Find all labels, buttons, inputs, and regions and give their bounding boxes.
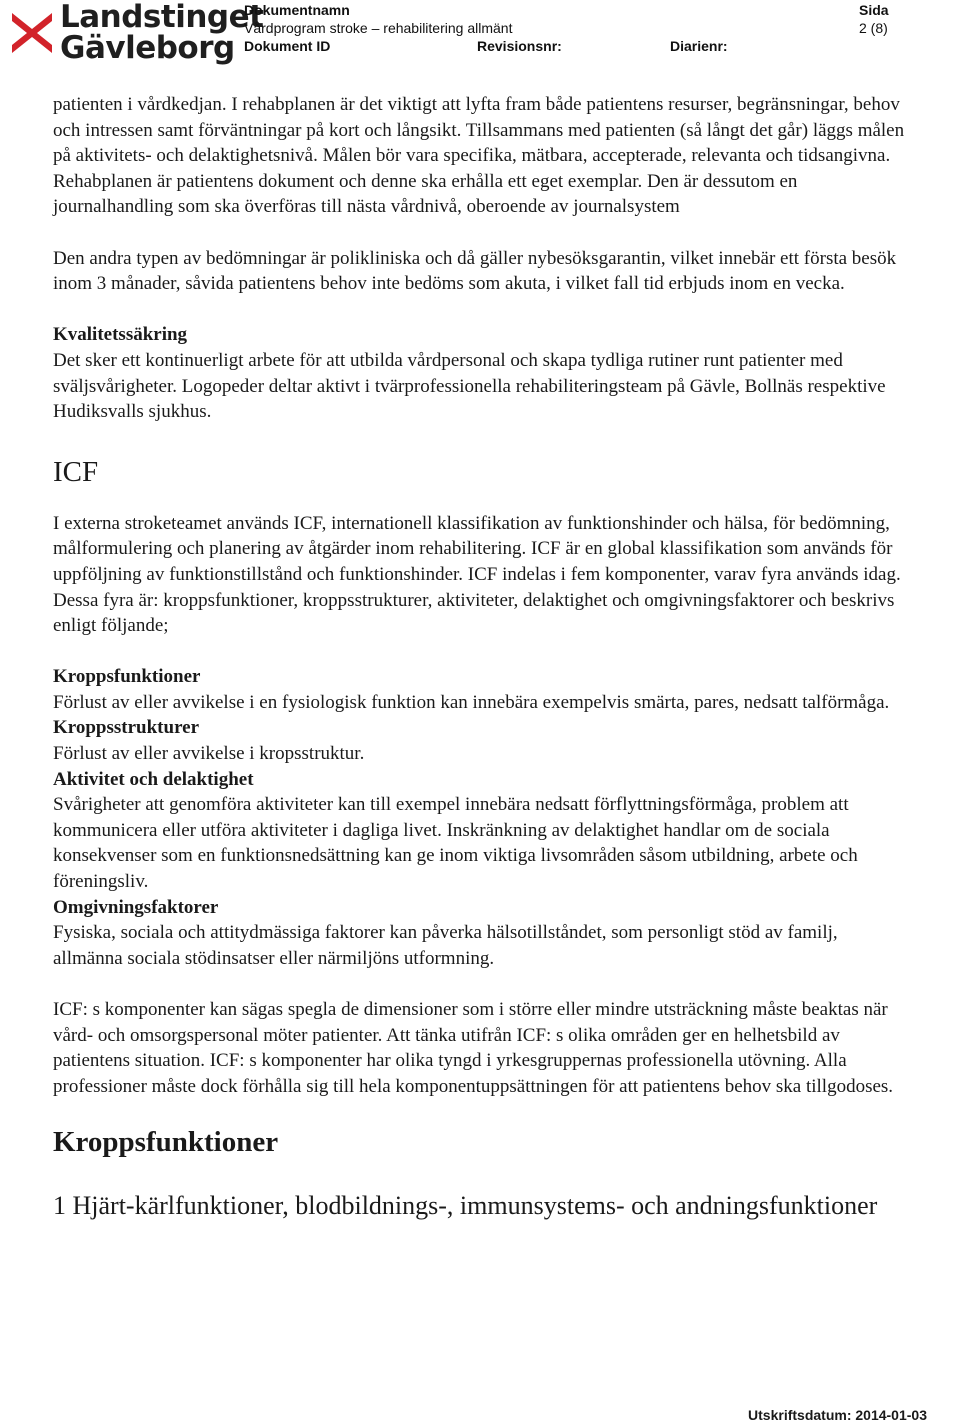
doc-name-label: Dokumentnamn <box>244 2 350 18</box>
paragraph-omgivningsfaktorer: Fysiska, sociala och attitydmässiga faktorer kan påverka hälsotillståndet, som personligt stöd av familj, allmänna sociala stödinsatser eller närmiljöns utformning. <box>53 922 838 969</box>
logo-symbol-icon <box>8 7 56 65</box>
paragraph-icf-komponenter: ICF: s komponenter kan sägas spegla de dimensioner som i större eller mindre utsträckning måste beaktas när vård- och omsorgspersonal möter patienter. Att tänka utifrån ICF: s olika områden ger en helhetsbild av patientens situation. ICF: s komponenter har olika tyngd i yrkesgruppernas professionella utövning. Alla professioner måste dock förhålla sig till hela komponentuppsättningen för att patientens behov ska tillgodoses. <box>53 999 894 1097</box>
print-date: Utskriftsdatum: 2014-01-03 <box>748 1407 927 1423</box>
paragraph-icf: I externa stroketeamet används ICF, internationell klassifikation av funktionshinder och hälsa, för bedömning, målformulering och planering av åtgärder inom rehabilitering. ICF är en global klassifikation som används för uppföljning av funktionstillstånd och funktionshinder. ICF indelas i fem komponenter, varav fyra används idag. Dessa fyra är: kroppsfunktioner, kroppsstrukturer, aktiviteter, delaktighet och omgivningsfaktorer och beskrivs enligt följande; <box>53 512 901 637</box>
heading-kvalitetssakring: Kvalitetssäkring <box>53 324 188 346</box>
revision-label: Revisionsnr: <box>477 38 562 54</box>
paragraph-bedomningar: Den andra typen av bedömningar är polikliniska och då gäller nybesöksgarantin, vilket innebär ett första besök inom 3 månader, såvida patientens behov inte bedöms som akuta, i vilket fall tid erbjuds inom en vecka. <box>53 247 897 295</box>
logo-text-line2: Gävleborg <box>60 30 235 66</box>
section-heading-kroppsfunktioner: Kroppsfunktioner <box>53 1126 279 1159</box>
page-number: 2 (8) <box>859 20 888 36</box>
heading-icf: ICF <box>53 455 99 488</box>
subsection-heading: 1 Hjärt-kärlfunktioner, blodbildnings-, immunsystems- och andningsfunktioner <box>53 1191 878 1221</box>
paragraph-kvalitetssakring: Det sker ett kontinuerligt arbete för att utbilda vårdpersonal och skapa tydliga rutiner runt patienter med sväljsvårigheter. Logopeder deltar aktivt i tvärprofessionella rehabiliteringsteam på Gävle, Bollnäs respektive Hudiksvalls sjukhus. <box>53 349 886 423</box>
organization-logo <box>8 0 264 67</box>
doc-name: Vårdprogram stroke – rehabilitering allmänt <box>244 20 513 36</box>
heading-kroppsfunktioner: Kroppsfunktioner <box>53 666 201 688</box>
heading-aktivitet-delaktighet: Aktivitet och delaktighet <box>53 768 254 790</box>
heading-kroppsstrukturer: Kroppsstrukturer <box>53 717 200 739</box>
doc-id-label: Dokument ID <box>244 38 331 54</box>
logo-text-line1: Landstinget <box>60 0 264 35</box>
paragraph-aktivitet-delaktighet: Svårigheter att genomföra aktiviteter kan till exempel innebära nedsatt förflyttningsförmåga, problem att kommunicera eller utföra aktiviteter i dagliga livet. Inskränkning av delaktighet handlar om de sociala konsekvenser som en funktionsnedsättning kan ge inom viktiga livsområden såsom utbildning, arbete och föreningsliv. <box>53 794 858 893</box>
paragraph-rehabplan: patienten i vårdkedjan. I rehabplanen är det viktigt att lyfta fram både patientens resurser, begränsningar, behov och intressen samt förväntningar på kort och långsikt. Tillsammans med patienten (så långt det går) läggs målen på aktivitets- och delaktighetsnivå. Målen bör vara specifika, mätbara, accepterade, relevanta och tidsangivna. Rehabplanen är patientens dokument och denne ska erhålla ett eget exemplar. Den är dessutom en journalhandling som ska överföras till nästa vårdnivå, oberoende av journalsystem <box>53 94 905 218</box>
heading-omgivningsfaktorer: Omgivningsfaktorer <box>53 896 219 918</box>
diary-label: Diarienr: <box>670 38 728 54</box>
document-body <box>53 92 908 1223</box>
page-label: Sida <box>859 2 889 18</box>
paragraph-kroppsfunktioner: Förlust av eller avvikelse i en fysiologisk funktion kan innebära exempelvis smärta, pares, nedsatt talförmåga. <box>53 691 890 713</box>
paragraph-kroppsstrukturer: Förlust av eller avvikelse i kropsstruktur. <box>53 743 365 765</box>
